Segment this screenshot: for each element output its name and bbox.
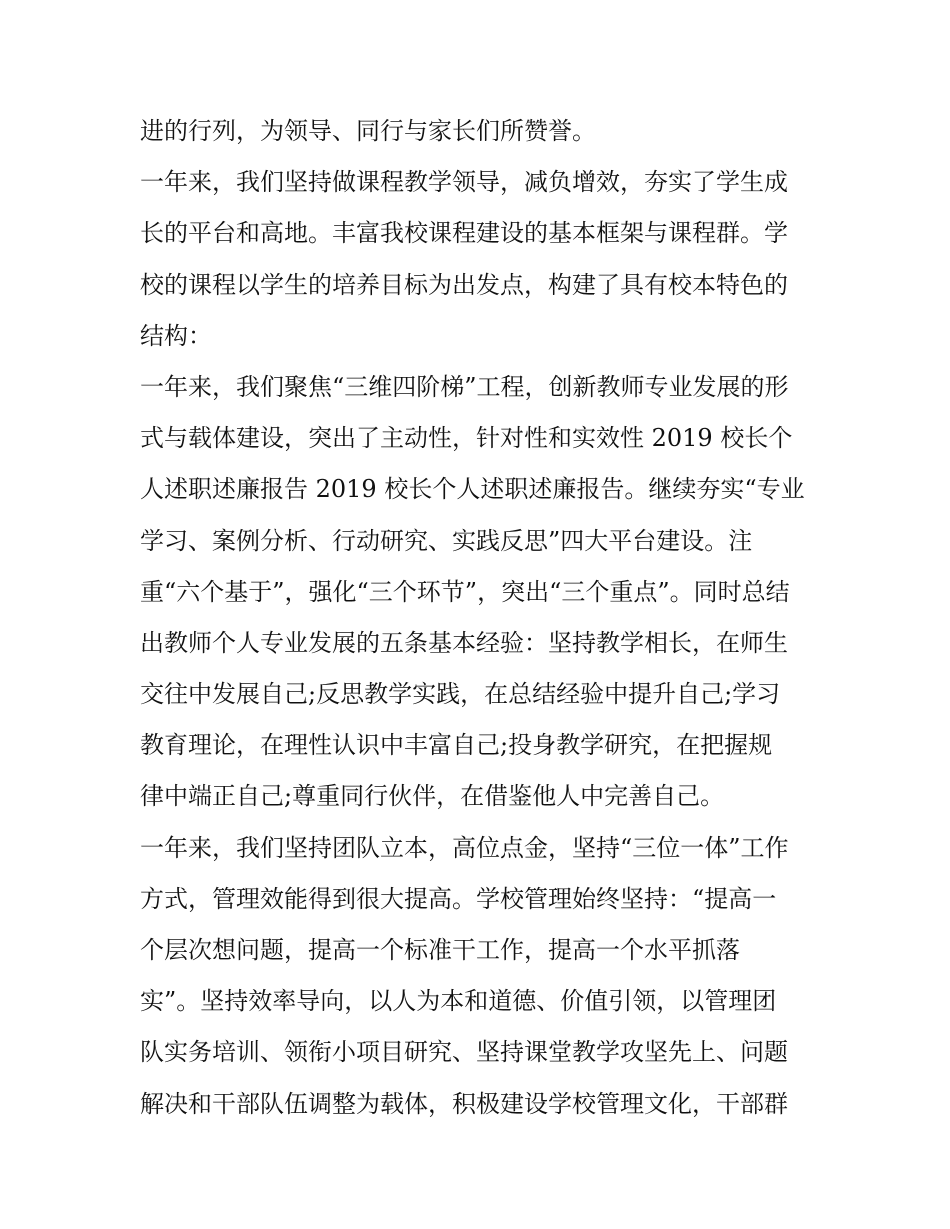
- text-line: 教育理论，在理性认识中丰富自己;投身教学研究，在把握规: [140, 731, 773, 760]
- text-line: 结构：: [140, 321, 212, 350]
- text-line: 出教师个人专业发展的五条基本经验：坚持教学相长，在师生: [140, 628, 788, 657]
- text-line: 长的平台和高地。丰富我校课程建设的基本框架与课程群。学: [140, 219, 788, 248]
- text-line: 一年来，我们聚焦“三维四阶梯”工程，创新教师专业发展的形: [140, 372, 789, 401]
- text-line: 校的课程以学生的培养目标为出发点，构建了具有校本特色的: [140, 270, 788, 299]
- text-line: 个层次想问题，提高一个标准干工作，提高一个水平抓落: [140, 936, 740, 964]
- text-line: 实”。坚持效率导向，以人为本和道德、价值引领，以管理团: [140, 987, 777, 1016]
- text-line: 一年来，我们坚持做课程教学领导，减负增效，夯实了学生成: [140, 168, 788, 197]
- text-line: 解决和干部队伍调整为载体，积极建设学校管理文化，干部群: [140, 1089, 788, 1118]
- text-line: 人述职述廉报告 2019 校长个人述职述廉报告。继续夯实“专业: [140, 475, 805, 504]
- text-line: 重“六个基于”，强化“三个环节”，突出“三个重点”。同时总结: [140, 577, 790, 606]
- text-line: 式与载体建设，突出了主动性，针对性和实效性 2019 校长个: [140, 424, 793, 453]
- text-line: 一年来，我们坚持团队立本，高位点金，坚持“三位一体”工作: [140, 833, 789, 862]
- text-line: 进的行列，为领导、同行与家长们所赞誉。: [140, 117, 596, 145]
- text-line: 律中端正自己;尊重同行伙伴，在借鉴他人中完善自己。: [140, 782, 725, 811]
- text-line: 学习、案例分析、行动研究、实践反思”四大平台建设。注: [140, 526, 753, 555]
- text-line: 交往中发展自己;反思教学实践，在总结经验中提升自己;学习: [140, 680, 781, 709]
- body-text: [140, 106, 820, 1130]
- text-line: 队实务培训、领衔小项目研究、坚持课堂教学攻坚先上、问题: [140, 1038, 788, 1067]
- text-line: 方式，管理效能得到很大提高。学校管理始终坚持：“提高一: [140, 884, 777, 913]
